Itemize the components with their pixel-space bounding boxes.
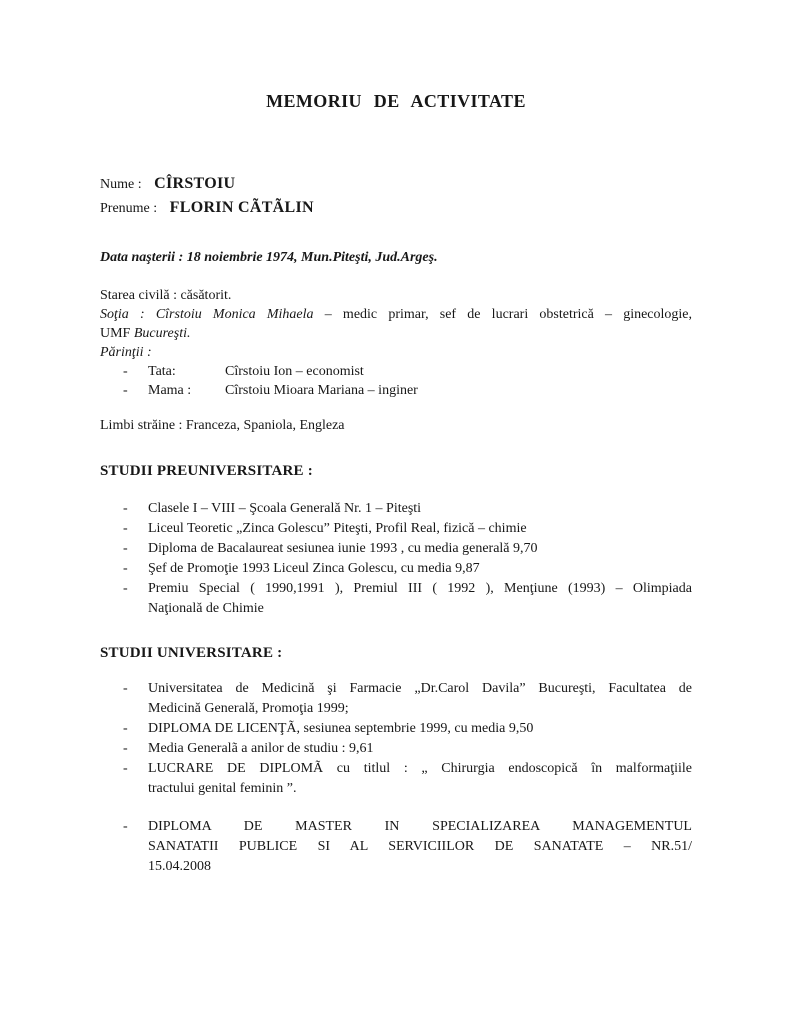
bullet-dash: - — [123, 541, 128, 556]
mother-label: Mama : — [148, 383, 192, 398]
prenume-label: Prenume : — [100, 201, 158, 216]
list-item — [100, 579, 692, 619]
list-item — [100, 719, 692, 739]
mother-value: Cîrstoiu Mioara Mariana – inginer — [225, 383, 418, 398]
parents-heading: Părinţii : — [100, 345, 152, 360]
bullet-dash: - — [123, 741, 128, 756]
father-line — [100, 362, 692, 381]
list-item — [100, 759, 692, 799]
languages-line: Limbi străine : Franceza, Spaniola, Engleza — [100, 418, 345, 433]
list-item — [100, 539, 692, 559]
list-item-text: Liceul Teoretic „Zinca Golescu” Piteşti, Profil Real, fizică – chimie — [148, 521, 527, 536]
list-item-text: 15.04.2008 — [148, 859, 211, 874]
universitare-list — [100, 679, 692, 877]
list-item-text: Universitatea de Medicină şi Farmacie „Dr.Carol Davila” Bucureşti, Facultatea de — [148, 681, 692, 696]
list-item — [100, 519, 692, 539]
nume-value: CÎRSTOIU — [154, 175, 236, 192]
list-item-text: Media Generalã a anilor de studiu : 9,61 — [148, 741, 374, 756]
document-content — [100, 90, 692, 877]
family-block — [100, 286, 692, 400]
spouse-affiliation-city: Bucureşti. — [133, 326, 191, 341]
list-item — [100, 499, 692, 519]
list-item — [100, 679, 692, 719]
list-item-text: DIPLOMA DE MASTER IN SPECIALIZAREA MANAGEMENTUL — [148, 819, 692, 834]
list-item-text: DIPLOMA DE LICENŢÃ, sesiunea septembrie 1999, cu media 9,50 — [148, 721, 534, 736]
bullet-dash: - — [123, 819, 128, 834]
nume-label: Nume : — [100, 177, 142, 192]
spouse-affiliation: UMF — [100, 326, 131, 341]
name-row — [100, 172, 692, 196]
section-heading-preuniversitare: STUDII PREUNIVERSITARE : — [100, 463, 313, 479]
list-item-text: Premiu Special ( 1990,1991 ), Premiul III ( 1992 ), Menţiune (1993) – Olimpiada — [148, 581, 692, 596]
preuniversitare-list — [100, 499, 692, 619]
civil-status-line: Starea civilă : căsătorit. — [100, 288, 232, 303]
bullet-dash: - — [123, 521, 128, 536]
spouse-line — [100, 305, 692, 324]
spouse-name: Soţia : Cîrstoiu Monica Mihaela — [100, 307, 314, 322]
document-title: MEMORIU DE ACTIVITATE — [266, 91, 526, 111]
section-heading-universitare: STUDII UNIVERSITARE : — [100, 645, 283, 661]
surname-row — [100, 196, 692, 220]
list-item-text: SANATATII PUBLICE SI AL SERVICIILOR DE SANATATE – NR.51/ — [148, 839, 692, 854]
father-label: Tata: — [148, 364, 176, 379]
list-item-text: Medicină Generală, Promoţia 1999; — [148, 701, 349, 716]
bullet-dash: - — [123, 761, 128, 776]
spouse-description: – medic primar, sef de lucrari obstetrică – ginecologie, — [324, 307, 693, 322]
list-item — [100, 559, 692, 579]
father-value: Cîrstoiu Ion – economist — [225, 364, 364, 379]
bullet-dash: - — [123, 501, 128, 516]
list-item-text: Şef de Promoţie 1993 Liceul Zinca Golescu, cu media 9,87 — [148, 561, 480, 576]
list-item-text: Naţională de Chimie — [148, 601, 264, 616]
bullet-dash: - — [123, 364, 128, 379]
birth-date-line: Data naşterii : 18 noiembrie 1974, Mun.Piteşti, Jud.Argeş. — [100, 250, 438, 265]
list-item-text: tractului genital feminin ”. — [148, 781, 297, 796]
spouse-affiliation-line — [100, 324, 692, 343]
bullet-dash: - — [123, 383, 128, 398]
list-item-text: Clasele I – VIII – Şcoala Generală Nr. 1 – Piteşti — [148, 501, 422, 516]
list-item — [100, 739, 692, 759]
list-item-text: LUCRARE DE DIPLOMÃ cu titlul : „ Chirurgia endoscopică în malformaţiile — [148, 761, 692, 776]
list-item — [100, 817, 692, 877]
mother-line — [100, 381, 692, 400]
bullet-dash: - — [123, 721, 128, 736]
bullet-dash: - — [123, 561, 128, 576]
bullet-dash: - — [123, 581, 128, 596]
bullet-dash: - — [123, 681, 128, 696]
list-item-text: Diploma de Bacalaureat sesiunea iunie 1993 , cu media generală 9,70 — [148, 541, 538, 556]
prenume-value: FLORIN CÃTÃLIN — [169, 199, 314, 216]
